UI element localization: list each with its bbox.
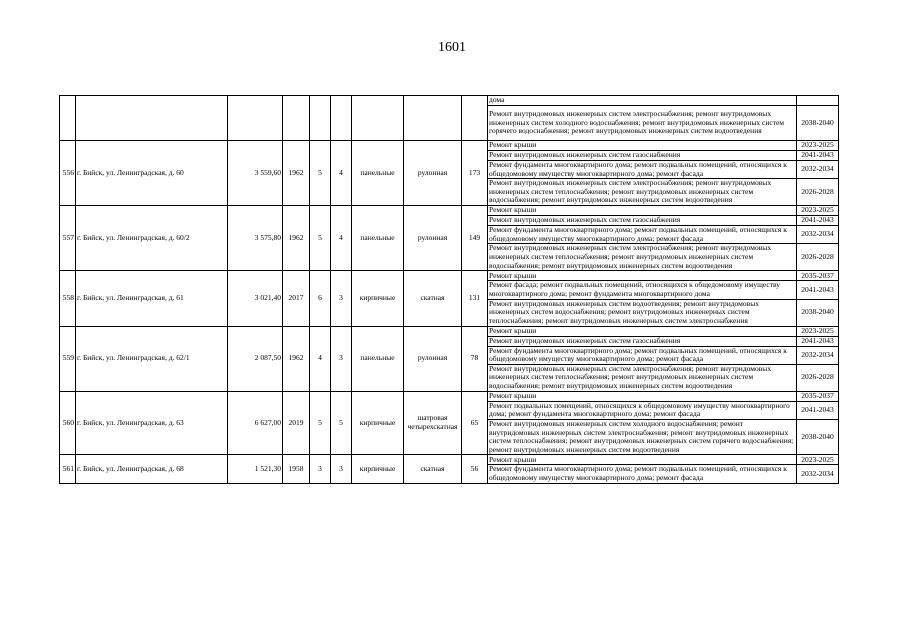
residents-count: 149	[462, 206, 488, 271]
residents-count: 78	[462, 326, 488, 391]
residents-count: 56	[462, 455, 488, 483]
building-number: 561	[60, 455, 76, 483]
roof-type: рулонная	[404, 206, 462, 271]
work-description: Ремонт крыши	[488, 326, 797, 336]
work-period: 2041-2043	[797, 216, 839, 226]
work-period: 2023-2025	[797, 326, 839, 336]
residents-count: 131	[462, 271, 488, 326]
work-description: Ремонт фундамента многоквартирного дома; ремонт подвальных помещений, относящихся к общедомовому имуществу многоквартирного дома; ремонт фасада	[488, 161, 797, 179]
residents-count: 173	[462, 141, 488, 206]
table-row	[60, 391, 839, 401]
work-description: Ремонт фундамента многоквартирного дома; ремонт подвальных помещений, относящихся к общедомовому имуществу многоквартирного дома; ремонт фасада	[488, 226, 797, 244]
empty-walls-cell	[352, 96, 404, 141]
wall-material: кирпичные	[352, 271, 404, 326]
work-period: 2038-2040	[797, 419, 839, 454]
work-period: 2032-2034	[797, 346, 839, 364]
building-entrances: 3	[331, 455, 352, 483]
wall-material: кирпичные	[352, 391, 404, 455]
table-row	[60, 206, 839, 216]
table-row	[60, 455, 839, 465]
wall-material: панельные	[352, 206, 404, 271]
work-period: 2032-2034	[797, 226, 839, 244]
work-description: Ремонт крыши	[488, 271, 797, 281]
table-row	[60, 141, 839, 151]
work-description: Ремонт внутридомовых инженерных систем водоотведения; ремонт внутридомовых инженерных систем водоснабжения; ремонт внутридомовых инженерных систем теплоснабжения; ремонт внутридомовых инженерных систем электроснабжения	[488, 299, 797, 326]
work-description: Ремонт крыши	[488, 141, 797, 151]
work-description: Ремонт фасада; ремонт подвальных помещений, относящихся к общедомовому имуществу многоквартирного дома; ремонт фундамента многоквартирного дома	[488, 281, 797, 299]
building-floors: 3	[310, 455, 331, 483]
work-description: Ремонт внутридомовых инженерных систем газоснабжения	[488, 336, 797, 346]
work-description: Ремонт крыши	[488, 391, 797, 401]
roof-type: шатровая четырехскатная	[404, 391, 462, 455]
building-year: 1962	[283, 206, 310, 271]
building-number: 557	[60, 206, 76, 271]
table-row	[60, 271, 839, 281]
empty-roof-cell	[404, 96, 462, 141]
building-number: 558	[60, 271, 76, 326]
building-area: 6 627,00	[228, 391, 283, 455]
building-address: г. Бийск, ул. Ленинградская, д. 60/2	[76, 206, 228, 271]
work-description: Ремонт внутридомовых инженерных систем электроснабжения; ремонт внутридомовых инженерных систем теплоснабжения; ремонт внутридомовых инженерных систем водоснабжения; ремонт внутридомовых инженерных систем водоотведения	[488, 244, 797, 271]
roof-type: рулонная	[404, 326, 462, 391]
work-description: Ремонт внутридомовых инженерных систем холодного водоснабжения; ремонт внутридомовых инженерных систем электроснабжения; ремонт внутридомовых инженерных систем теплоснабжения; ремонт внутридомовых инженерных систем горячего водоснабжения; ремонт внутридомовых инженерных систем водоотведения	[488, 419, 797, 454]
roof-type: рулонная	[404, 141, 462, 206]
building-address: г. Бийск, ул. Ленинградская, д. 68	[76, 455, 228, 483]
work-period: 2032-2034	[797, 161, 839, 179]
building-address: г. Бийск, ул. Ленинградская, д. 62/1	[76, 326, 228, 391]
work-description: Ремонт крыши	[488, 455, 797, 465]
empty-no-cell	[60, 96, 76, 141]
building-number: 560	[60, 391, 76, 455]
building-address: г. Бийск, ул. Ленинградская, д. 63	[76, 391, 228, 455]
continuation-row	[60, 96, 839, 106]
work-description: Ремонт внутридомовых инженерных систем электроснабжения; ремонт внутридомовых инженерных систем теплоснабжения; ремонт внутридомовых инженерных систем водоснабжения; ремонт внутридомовых инженерных систем водоотведения	[488, 364, 797, 391]
wall-material: панельные	[352, 141, 404, 206]
work-description: Ремонт подвальных помещений, относящихся к общедомовому имуществу многоквартирного дома; ремонт фундамента многоквартирного дома; ремонт фасада	[488, 401, 797, 419]
building-year: 2019	[283, 391, 310, 455]
building-floors: 4	[310, 326, 331, 391]
building-year: 1962	[283, 326, 310, 391]
work-period: 2038-2040	[797, 106, 839, 141]
work-description: дома	[488, 96, 797, 106]
work-period: 2041-2043	[797, 281, 839, 299]
work-description: Ремонт внутридомовых инженерных систем электроснабжения; ремонт внутридомовых инженерных систем теплоснабжения; ремонт внутридомовых инженерных систем водоснабжения; ремонт внутридомовых инженерных систем водоотведения	[488, 179, 797, 206]
work-period: 2041-2043	[797, 336, 839, 346]
building-area: 3 021,40	[228, 271, 283, 326]
building-entrances: 4	[331, 206, 352, 271]
work-period: 2035-2037	[797, 391, 839, 401]
work-description: Ремонт внутридомовых инженерных систем газоснабжения	[488, 151, 797, 161]
table-row	[60, 326, 839, 336]
empty-year-cell	[283, 96, 310, 141]
work-description: Ремонт фундамента многоквартирного дома; ремонт подвальных помещений, относящихся к общедомовому имуществу многоквартирного дома; ремонт фасада	[488, 346, 797, 364]
work-period: 2038-2040	[797, 299, 839, 326]
building-entrances: 3	[331, 271, 352, 326]
building-floors: 5	[310, 141, 331, 206]
work-period: 2041-2043	[797, 151, 839, 161]
work-period: 2026-2028	[797, 244, 839, 271]
building-year: 2017	[283, 271, 310, 326]
building-year: 1958	[283, 455, 310, 483]
building-entrances: 4	[331, 141, 352, 206]
work-description: Ремонт крыши	[488, 206, 797, 216]
wall-material: панельные	[352, 326, 404, 391]
building-area: 1 521,30	[228, 455, 283, 483]
work-period: 2032-2034	[797, 465, 839, 483]
building-number: 556	[60, 141, 76, 206]
work-period: 2026-2028	[797, 179, 839, 206]
building-number: 559	[60, 326, 76, 391]
building-year: 1962	[283, 141, 310, 206]
empty-entrances-cell	[331, 96, 352, 141]
empty-floors-cell	[310, 96, 331, 141]
building-floors: 6	[310, 271, 331, 326]
empty-area-cell	[228, 96, 283, 141]
building-floors: 5	[310, 391, 331, 455]
work-period: 2023-2025	[797, 141, 839, 151]
building-entrances: 3	[331, 326, 352, 391]
empty-residents-cell	[462, 96, 488, 141]
residents-count: 65	[462, 391, 488, 455]
work-period: 2023-2025	[797, 206, 839, 216]
building-area: 2 087,50	[228, 326, 283, 391]
empty-address-cell	[76, 96, 228, 141]
work-period: 2035-2037	[797, 271, 839, 281]
building-entrances: 5	[331, 391, 352, 455]
building-address: г. Бийск, ул. Ленинградская, д. 61	[76, 271, 228, 326]
wall-material: кирпичные	[352, 455, 404, 483]
work-description: Ремонт внутридомовых инженерных систем электроснабжения; ремонт внутридомовых инженерных систем холодного водоснабжения; ремонт внутридомовых инженерных систем горячего водоснабжения; ремонт внутридомовых инженерных систем водоотведения	[488, 106, 797, 141]
building-address: г. Бийск, ул. Ленинградская, д. 60	[76, 141, 228, 206]
building-floors: 5	[310, 206, 331, 271]
roof-type: скатная	[404, 455, 462, 483]
work-period: 2026-2028	[797, 364, 839, 391]
page-number: 1601	[438, 40, 466, 55]
work-period	[797, 96, 839, 106]
roof-type: скатная	[404, 271, 462, 326]
work-description: Ремонт фундамента многоквартирного дома; ремонт подвальных помещений, относящихся к общедомовому имуществу многоквартирного дома; ремонт фасада	[488, 465, 797, 483]
work-period: 2023-2025	[797, 455, 839, 465]
building-area: 3 575,80	[228, 206, 283, 271]
building-area: 3 559,60	[228, 141, 283, 206]
work-period: 2041-2043	[797, 401, 839, 419]
work-description: Ремонт внутридомовых инженерных систем газоснабжения	[488, 216, 797, 226]
capital-repair-table	[59, 95, 839, 484]
